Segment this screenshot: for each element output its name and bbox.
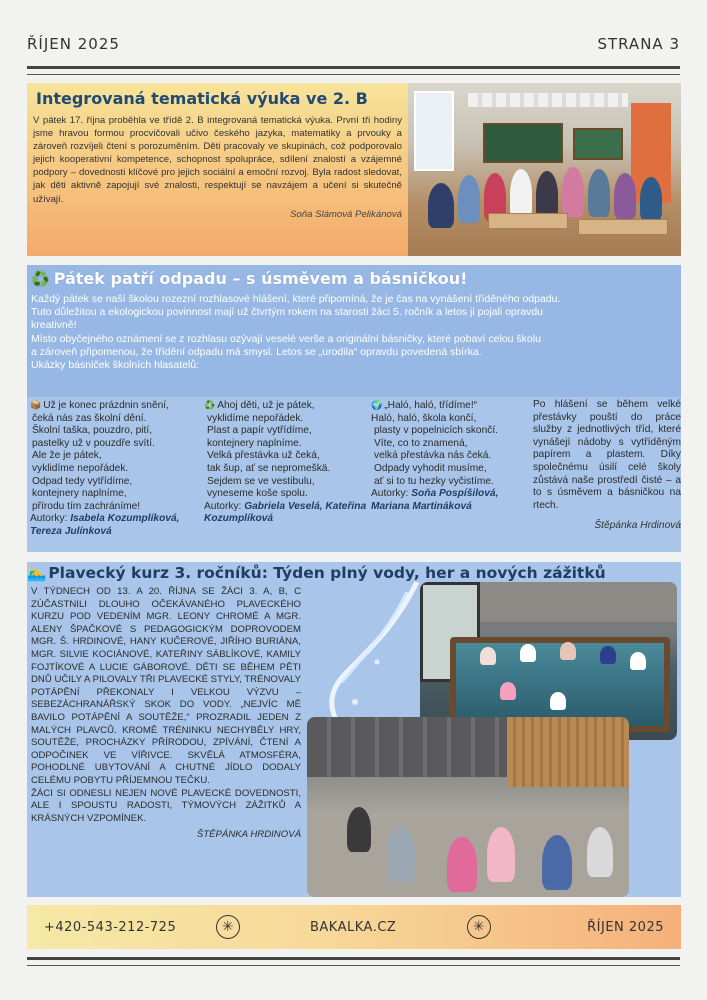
article3-paragraph: V TÝDNECH OD 13. A 20. ŘÍJNA SE ŽÁCI 3. A, B, C ZÚČASTNILI DLOUHO OČEKÁVANÉHO PLAVECKÉHO KURZU POD VEDENÍM MGR. LEONY CHROMÉ A MGR. ALENY ŠPAČKOVÉ S PEDAGOGICKÝM DOPROVODEM MGR. Š. HRDINOVÉ, HANY KUČEROVÉ, JIŘÍHO BURIÁNA, MGR. SILVIE KOCIÁNOVÉ, KATEŘINY SÁBLÍKOVÉ, KAMILY FOJTÍKOVÉ A LUCIE GÁBOROVÉ. DĚTI SE BĚHEM PĚTI DNŮ UČILY A PILOVALY TŘI PLAVECKÉ STYLY, TRÉNOVALY POTÁPĚNÍ PŘEKONALY I VELKOU VÝZVU – SEBEZÁCHRANÁŘSKÝ SKOK DO VODY. „NEJVÍC MĚ BAVILO POTÁPĚNÍ A SOUTĚŽE,“ PROZRADIL JEDEN Z MALÝCH PLAVCŮ. KROMĚ TRÉNINKU NECHYBĚLY HRY, SOUTĚŽE, PROCHÁZKY PŘÍRODOU, ZPÍVÁNÍ, ČTENÍ A ODPOČINEK VE VÍŘIVCE. SKVĚLÁ ATMOSFÉRA, POHODLNÉ UBYTOVÁNÍ A CHUTNÉ JÍDLO DODALY CELÉMU POBYTU PŘÍJEMNOU TEČKU. (31, 586, 301, 786)
classroom-desk (488, 213, 568, 229)
classroom-window (414, 91, 454, 171)
poem-line: ať si to tu hezky vyčistíme. (374, 475, 494, 487)
footer-date: ŘÍJEN 2025 (587, 919, 664, 935)
asterisk-icon: ✳ (467, 915, 491, 939)
poem1-author-label: Autorky: (30, 513, 68, 525)
child-figure (487, 827, 515, 882)
closing-text: Po hlášení se během velké přestávky pouští do práce služby z jednotlivých tříd, které vynášejí nádoby s vytříděným papírem a plastem. Díky společnému úsilí celé školy zůstává naše prostředí čisté – a to s úsměvem a básničkou na rtech. (533, 399, 681, 511)
closing-column (533, 399, 681, 533)
article2-header (27, 265, 681, 397)
article1-text (27, 83, 408, 220)
intro-line: a zároveň připomenou, že třídění odpadu má smysl. Letos se „urodila“ opravdu povedená sbírka. (31, 345, 482, 358)
poem-line: Školní taška, pouzdro, pití, (32, 425, 153, 437)
article-integrated-lesson (27, 83, 681, 256)
article2-title-row (31, 269, 681, 288)
poem-3 (371, 399, 531, 513)
article-waste-friday (27, 265, 681, 552)
swimmer-head (500, 682, 516, 700)
poem-line: vyklidíme nepořádek. (32, 462, 129, 474)
poem-line: Plast a papír vytřídíme, (207, 425, 312, 437)
child-figure (447, 837, 477, 892)
swimmer-head (600, 646, 616, 664)
article2-intro (31, 293, 681, 372)
header-divider-bottom (27, 74, 680, 75)
poem-line: kontejnery naplníme, (32, 488, 127, 500)
poem-line: tak šup, ať se nepromeškä. (207, 462, 331, 474)
intro-line: Každý pátek se naší školou rozezní rozhlasové hlášení, které připomíná, že je čas na vynášení tříděného odpadu. (31, 293, 561, 305)
student-figure (640, 177, 662, 221)
asterisk-icon: ✳ (216, 915, 240, 939)
child-figure (347, 807, 371, 852)
article3-body (31, 586, 301, 842)
student-figure (428, 183, 454, 228)
poem-line: Ahoj děti, už je pátek, (217, 400, 315, 411)
article2-title: Pátek patří odpadu – s úsměvem a básničkou! (53, 269, 468, 288)
article3-title-row (27, 562, 606, 584)
classroom-board-2 (573, 128, 623, 160)
poem-line: „Haló, haló, třídíme!“ (384, 400, 478, 411)
poem-line: přírodu tím zachráníme! (32, 500, 141, 512)
poem-line: Odpad tedy vytřídíme, (32, 475, 133, 487)
student-figure (588, 169, 610, 217)
student-figure (458, 175, 480, 223)
swimmer-head (520, 644, 536, 662)
box-icon: 📦 (30, 400, 42, 410)
footer-website-link[interactable]: BAKALKA.CZ (310, 919, 397, 935)
poem-2 (204, 399, 374, 526)
page-footer (27, 905, 681, 949)
poem-line: velká přestávka nás čeká. (374, 450, 492, 462)
classroom-blackboard (483, 123, 563, 163)
article3-paragraph: ŽÁCI SI ODNESLI NEJEN NOVÉ PLAVECKÉ DOVEDNOSTI, ALE I SPOUSTU RADOSTI, TÝMOVÝCH ZÁŽITKŮ A KRÁSNÝCH VZPOMÍNEK. (31, 787, 301, 824)
swimmer-head (480, 647, 496, 665)
closing-author: Štěpánka Hrdinová (594, 520, 681, 532)
classroom-desk (578, 219, 668, 235)
intro-line: Ukázky básniček školních hlasatelů: (31, 359, 200, 372)
poem-line: Haló, haló, škola končí, (371, 412, 477, 424)
poem-line: Velká přestávka už čeká, (207, 450, 320, 462)
student-figure (614, 173, 636, 219)
poem1-authors: Isabela Kozumplíková, Tereza Julínková (30, 513, 180, 537)
swimmer-head (630, 652, 646, 670)
poem-line: čeká nás zas školní dění. (32, 412, 147, 424)
globe-icon: 🌍 (371, 400, 383, 410)
pool-stone-wall (480, 582, 677, 622)
article3-author: ŠTĚPÁNKA HRDINOVÁ (196, 829, 301, 841)
student-figure (562, 167, 584, 217)
poem3-author-label: Autorky: (371, 488, 409, 500)
poem-line: plasty v popelnicích skončí. (374, 425, 499, 437)
page-header (27, 33, 680, 55)
poem-line: Sejdem se ve vestibulu, (207, 475, 315, 487)
wood-panel-wall (507, 717, 629, 787)
child-figure (587, 827, 613, 877)
classroom-alphabet-strip (468, 93, 628, 107)
poem-line: vyneseme koše spolu. (207, 488, 308, 500)
poem-line: Víte, co to znamená, (374, 437, 468, 449)
article1-body: V pátek 17. října proběhla ve třídě 2. B integrovaná tematická výuka. První tři hodiny jsme hravou formou procvičovali učivo českého jazyka, matematiky a prvouky a zároveň rozvíjeli čtení s porozuměním. Děti pracovaly ve skupinách, což podporovalo jejich kooperativní kompetence, schopnost spolupráce, sdílení znalostí a vzájemné podpory – dovednosti klíčové pro jejich sociální a emoční rozvoj. Byla radost sledovat, jak děti aktivně zapojují své znalosti, respektují se navzájem a učení si skutečně užívají. (33, 115, 402, 205)
article3-title: Plavecký kurz 3. ročníků: Týden plný vody, her a nových zážitků (48, 564, 606, 582)
poem2-authors: Gabriela Veselá, Kateřina Kozumplíková (204, 500, 367, 525)
intro-line: Místo obyčejného oznámení se z rozhlasu ozývají veselé verše a originální básničky, které pobaví celou školu (31, 332, 541, 345)
intro-line: kreativně! (31, 319, 77, 332)
student-figure (510, 169, 532, 219)
poem-1 (30, 399, 200, 539)
poem-line: pastelky už v pouzdře svítí. (32, 437, 155, 449)
header-month: ŘÍJEN 2025 (27, 35, 120, 53)
recycle-small-icon: ♻️ (204, 400, 216, 410)
classroom-photo (408, 83, 681, 256)
recycle-icon: ♻️ (31, 269, 50, 288)
child-figure (387, 827, 415, 882)
swimmer-head (550, 692, 566, 710)
footer-phone[interactable]: +420-543-212-725 (44, 919, 177, 935)
footer-divider-bottom (27, 965, 680, 966)
poem-line: vyklidíme nepořádek. (207, 412, 304, 424)
intro-line: Tuto důležitou a ekologickou povinnost mají už čtvrtým rokem na starosti žáci 5. ročník a letos ji pojali opravdu (31, 306, 544, 319)
swimmer-head (560, 642, 576, 660)
header-divider-top (27, 66, 680, 69)
poem-line: Už je konec prázdnin snění, (43, 400, 169, 411)
poem-line: Ale že je pátek, (32, 450, 102, 462)
student-figure (536, 171, 558, 219)
poem-columns (27, 399, 681, 549)
poem-line: kontejnery naplníme. (207, 437, 302, 449)
article1-title: Integrovaná tematická výuka ve 2. B (36, 89, 368, 108)
header-page-number: STRANA 3 (597, 35, 680, 53)
poem3-authors: Soňa Pospíšilová, Mariana Martináková (371, 488, 499, 512)
swimmer-icon: 🏊‍♂️ (27, 564, 47, 582)
footer-divider-top (27, 957, 680, 960)
article-swimming-course (27, 562, 681, 897)
child-figure (542, 835, 572, 890)
group-activity-photo (307, 717, 629, 897)
poem2-author-label: Autorky: (204, 500, 242, 512)
poem-line: Odpady vyhodit musíme, (374, 462, 487, 474)
article1-author: Soňa Slámová Pelikánová (290, 208, 402, 220)
